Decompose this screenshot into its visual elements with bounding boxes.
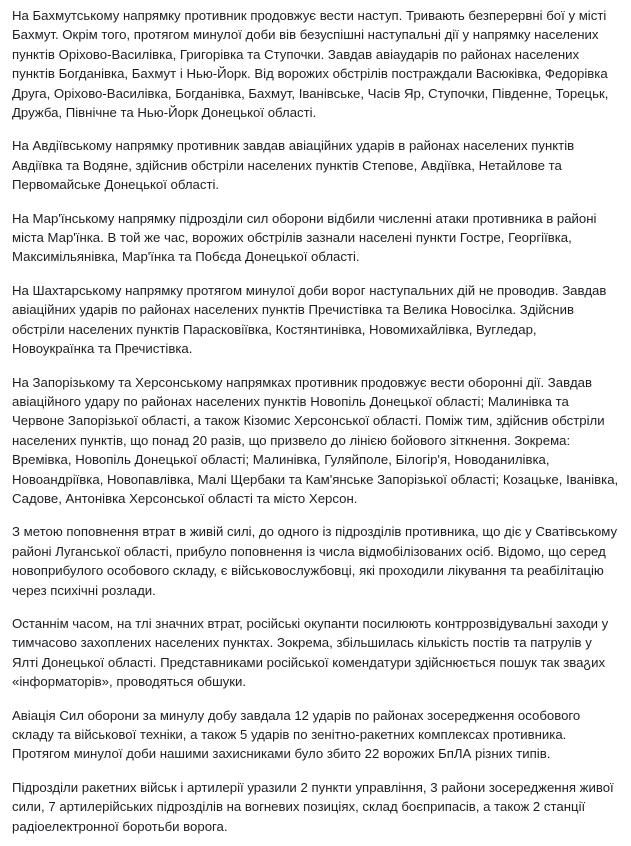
paragraph: З метою поповнення втрат в живій силі, до одного із підрозділів противника, що діє у Сватівському районі Луганської області, прибуло поповнення із числа відмобілізованих осіб. Відомо, що серед новоприбулого особового складу, є військовослужбовці, які проходили лікування та реабілітацію через психічні розлади. [12, 524, 618, 598]
paragraph: На Авдіївському напрямку противник завдав авіаційних ударів в районах населених пунктів Авдіївка та Водяне, здійснив обстріли населених пунктів Степове, Авдіївка, Нетайлове та Первомайське Донецької області. [12, 138, 575, 193]
paragraph: На Бахмутському напрямку противник продовжує вести наступ. Тривають безперервні бої у місті Бахмут. Окрім того, протягом минулої доби вів безуспішні наступальні дії у напрямку населених пунктів Оріхово-Василівка, Григорівка та Ступочки. Завдав авіаударів по районах населених пунктів Богданівка, Бахмут і Нью-Йорк. Від ворожих обстрілів постраждали Васюківка, Федорівка Друга, Оріхово-Василівка, Богданівка, Бахмут, Іванівське, Часів Яр, Ступочки, Південне, Торецьк, Дружба, Північне та Нью-Йорк Донецької області. [12, 8, 609, 121]
paragraph: Останнім часом, на тлі значних втрат, російські окупанти посилюють контррозвідувальні заходи у тимчасово захоплених населених пунктах. Зокрема, збільшилась кількість постів та патрулів у Ялті Донецької області. Представниками російської комендатури здійснюється пошук так зваგих «інформаторів», проводяться обшуки. [12, 615, 609, 690]
paragraph: На Шахтарському напрямку протягом минулої доби ворог наступальних дій не проводив. Завдав авіаційних ударів по районах населених пунктів Пречистівка та Велика Новосілка. Здійснив обстріли населених пунктів Парасковіївка, Костянтинівка, Новомихайлівка, Вугледар, Новоукраїнка та Пречистівка. [12, 282, 607, 357]
paragraph: На Запорізькому та Херсонському напрямках противник продовжує вести оборонні дії. Завдав авіаційного удару по районах населених пунктів Новопіль Донецької області; Малинівка та Червоне Запорізької області, а також Кізомис Херсонської області. Поміж тим, здійснив обстріли населених пунктів, що понад 20 разів, що призвело до лінією бойового зіткнення. Зокрема: Времівка, Новопіль Донецької області; Малинівка, Гуляйполе, Білогір'я, Новоданилівка, Новоандріївка, Новопавлівка, Малі Щербаки та Кам'янське Запорізької області; Козацьке, Іванівка, Садове, Антонівка Херсонської області та місто Херсон. [12, 374, 619, 506]
paragraph: На Мар'їнському напрямку підрозділи сил оборони відбили численні атаки противника в районі міста Мар'їнка. В той же час, ворожих обстрілів зазнали населені пункти Гостре, Георгіївка, Максимільянівка, Мар'їнка та Побєда Донецької області. [12, 210, 597, 265]
paragraph: Авіація Сил оборони за минулу добу завдала 12 ударів по районах зосередження особового складу та військової техніки, а також 5 ударів по зенітно-ракетних комплексах противника. Протягом минулої доби нашими захисниками було збито 22 ворожих БпЛА різних типів. [12, 707, 581, 762]
paragraph: Підрозділи ракетних військ і артилерії уразили 2 пункти управління, 3 райони зосередження живої сили, 7 артилерійських підрозділів на вогневих позиціях, склад боєприпасів, а також 2 станції радіоелектронної боротьби ворога. [12, 779, 614, 834]
